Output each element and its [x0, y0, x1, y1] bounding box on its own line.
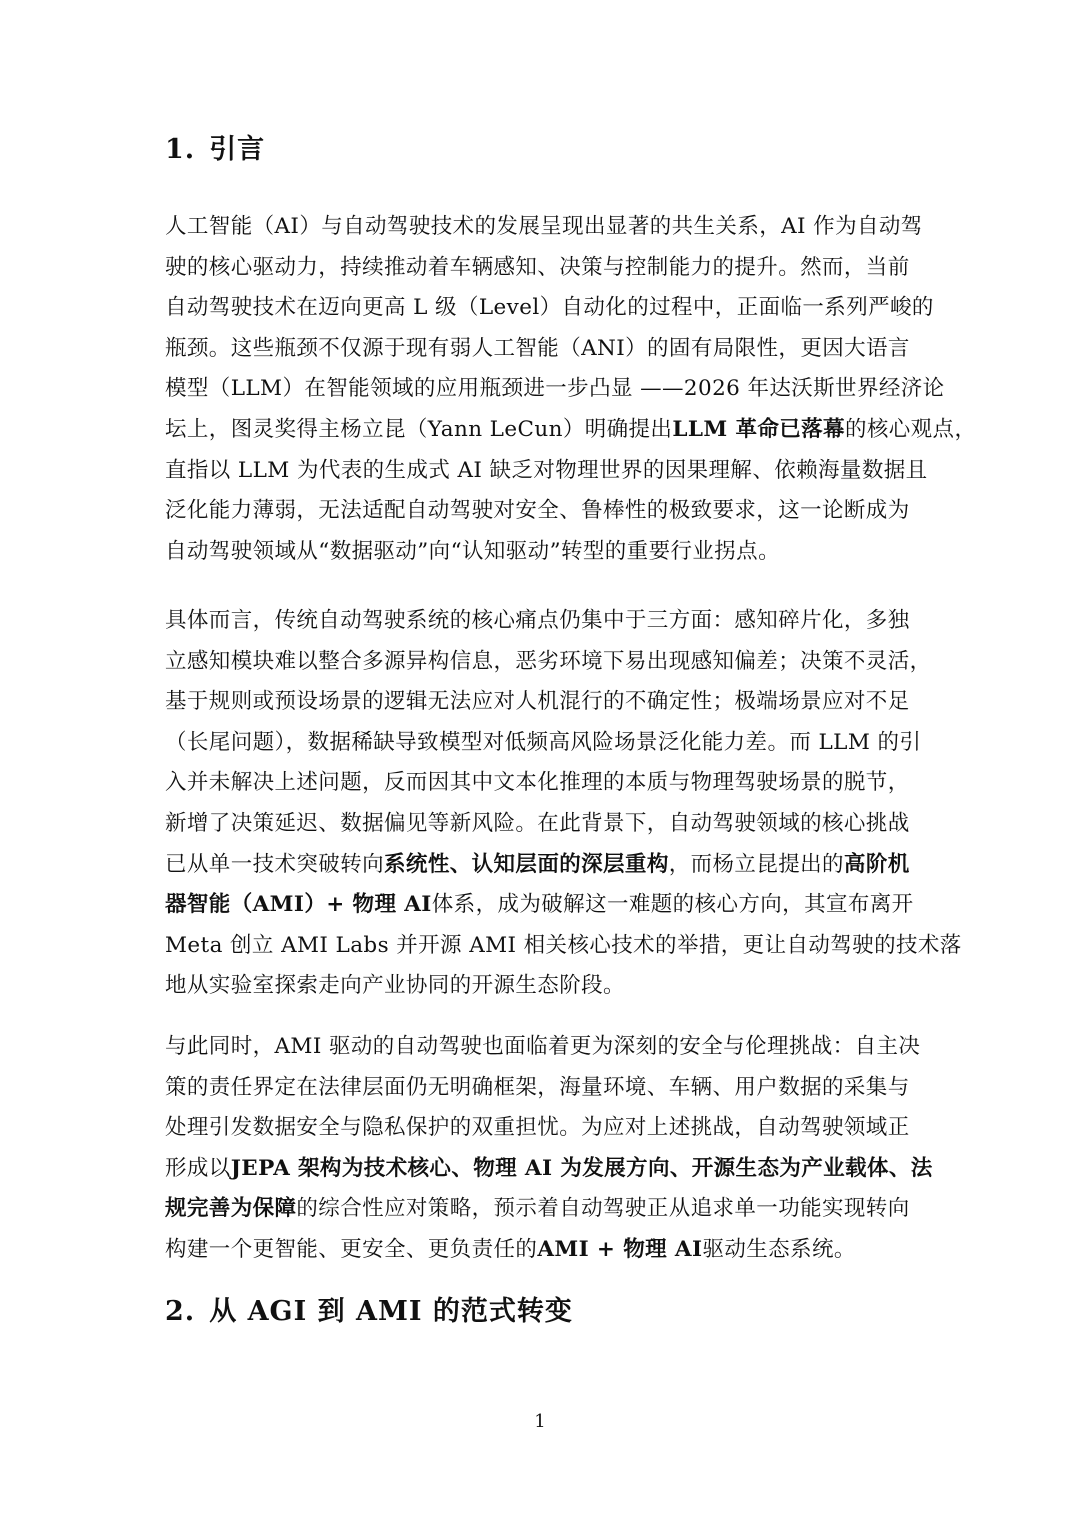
text-run: 的核心观点， [844, 416, 977, 442]
text-run: 自动驾驶领域从“数据驱动”向“认知驱动”转型的重要行业拐点。 [165, 538, 780, 564]
text-run: 基于规则或预设场景的逻辑无法应对人机混行的不确定性；极端场景应对不足 [165, 689, 910, 715]
text-run: 泛化能力薄弱，无法适配自动驾驶对安全、鲁棒性的极致要求，这一论断成为 [165, 498, 910, 524]
text-line [165, 885, 925, 926]
text-run: 驱动生态系统。 [702, 1236, 856, 1262]
text-line [165, 1149, 933, 1190]
text-run: 体系，成为破解这一难题的核心方向，其宣布离开 [431, 892, 914, 918]
text-run: 自动驾驶技术在迈向更高 L 级（Level）自动化的过程中，正面临一系列严峻的 [165, 295, 934, 321]
text-run: 构建一个更智能、更安全、更负责任的 [165, 1236, 538, 1262]
bold-text: 规完善为保障 [165, 1196, 297, 1222]
text-line [165, 1230, 925, 1271]
text-run: 入并未解决上述问题，反而因其中文本化推理的本质与物理驾驶场景的脱节， [165, 770, 910, 796]
text-run: 已从单一技术突破转向 [165, 851, 385, 877]
text-line [165, 966, 925, 1007]
text-line [165, 1068, 925, 1109]
text-line [165, 763, 925, 804]
text-run: 具体而言，传统自动驾驶系统的核心痛点仍集中于三方面：感知碎片化，多独 [165, 608, 910, 633]
bold-text: AMI + 物理 AI [537, 1236, 703, 1262]
text-run: 直指以 LLM 为代表的生成式 AI 缺乏对物理世界的因果理解、依赖海量数据且 [165, 457, 928, 483]
text-run: ，而杨立昆提出的 [668, 851, 844, 877]
text-run: 处理引发数据安全与隐私保护的双重担忧。为应对上述挑战，自动驾驶领域正 [165, 1115, 910, 1141]
text-line [165, 491, 925, 532]
section-2-title: 从 AGI 到 AMI 的范式转变 [209, 1296, 573, 1327]
bold-text: 系统性、认知层面的深层重构 [384, 851, 669, 877]
text-run: 形成以 [165, 1155, 231, 1181]
text-line [165, 1108, 925, 1149]
section-2-number: 2. [165, 1296, 196, 1327]
text-line [165, 845, 925, 886]
text-run: 策的责任界定在法律层面仍无明确框架，海量环境、车辆、用户数据的采集与 [165, 1074, 910, 1100]
section-2-heading [165, 1294, 573, 1330]
bold-text: LLM 革命已落幕 [672, 416, 845, 442]
text-run: 新增了决策延迟、数据偏见等新风险。在此背景下，自动驾驶领域的核心挑战 [165, 810, 910, 836]
bold-text: 器智能（AMI）+ 物理 AI [165, 892, 432, 918]
text-line [165, 601, 925, 642]
text-run: 模型（LLM）在智能领域的应用瓶颈进一步凸显 ——2026 年达沃斯世界经济论 [165, 376, 945, 402]
text-line [165, 329, 925, 370]
text-run: 与此同时，AMI 驱动的自动驾驶也面临着更为深刻的安全与伦理挑战：自主决 [165, 1034, 921, 1059]
text-run: 的综合性应对策略，预示着自动驾驶正从追求单一功能实现转向 [296, 1196, 910, 1222]
page-number: 1 [534, 1411, 546, 1432]
text-run: 人工智能（AI）与自动驾驶技术的发展呈现出显著的共生关系，AI 作为自动驾 [165, 214, 923, 239]
text-line [165, 926, 962, 967]
text-line [165, 288, 934, 329]
text-line [165, 1189, 925, 1230]
text-run: 立感知模块难以整合多源异构信息，恶劣环境下易出现感知偏差；决策不灵活， [165, 648, 932, 674]
text-line [165, 532, 925, 573]
text-line [165, 804, 925, 845]
text-line [165, 207, 925, 248]
text-line [165, 369, 945, 410]
text-line [165, 451, 928, 492]
section-1-number: 1. [165, 134, 196, 165]
text-run: 地从实验室探索走向产业协同的开源生态阶段。 [165, 973, 625, 999]
section-1-heading [165, 132, 265, 168]
text-run: （长尾问题），数据稀缺导致模型对低频高风险场景泛化能力差。而 LLM 的引 [165, 729, 922, 755]
bold-text: 高阶机 [843, 851, 910, 877]
text-line [165, 1027, 925, 1068]
text-run: 坛上，图灵奖得主杨立昆（Yann LeCun）明确提出 [165, 416, 673, 442]
text-line [165, 248, 925, 289]
paragraph-1 [165, 207, 977, 572]
text-run: 驶的核心驱动力，持续推动着车辆感知、决策与控制能力的提升。然而，当前 [165, 254, 910, 280]
text-run: 瓶颈。这些瓶颈不仅源于现有弱人工智能（ANI）的固有局限性，更因大语言 [165, 335, 910, 361]
section-1-title: 引言 [209, 134, 266, 165]
text-run: Meta 创立 AMI Labs 并开源 AMI 相关核心技术的举措，更让自动驾驶的技术落 [165, 932, 962, 958]
text-line [165, 723, 925, 764]
text-line [165, 642, 932, 683]
paragraph-3 [165, 1027, 933, 1271]
paragraph-2 [165, 601, 962, 1007]
text-line [165, 682, 925, 723]
bold-text: JEPA 架构为技术核心、物理 AI 为发展方向、开源生态为产业载体、法 [230, 1155, 933, 1181]
text-line [165, 410, 977, 451]
